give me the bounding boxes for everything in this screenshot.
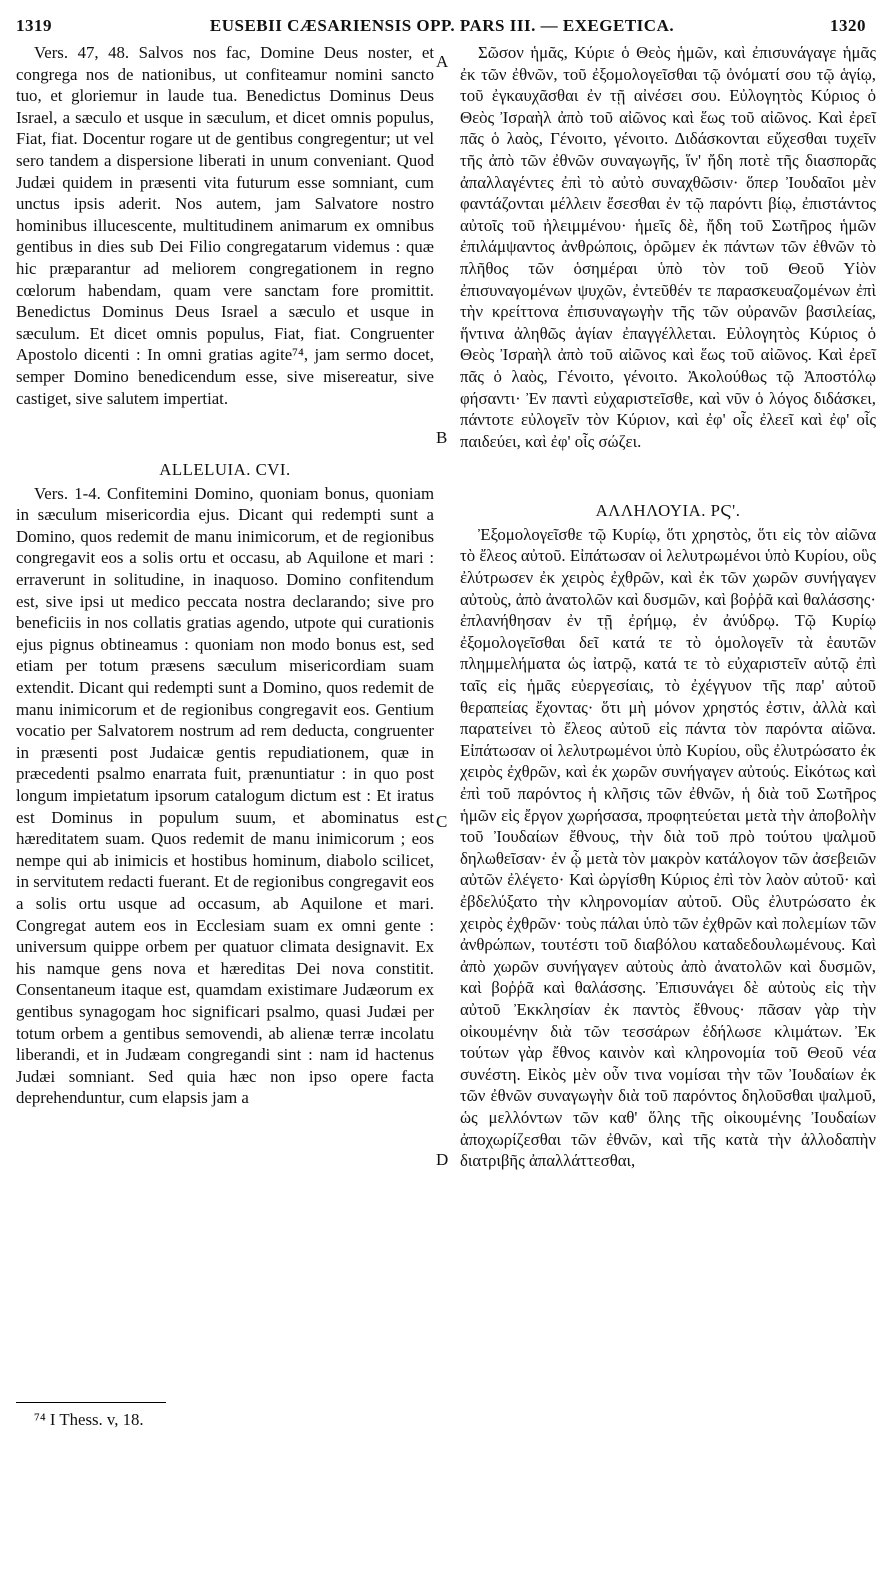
footnote-rule [16, 1402, 166, 1403]
latin-column [16, 42, 434, 1109]
margin-marker-a: A [436, 52, 449, 71]
page-number-right: 1320 [830, 16, 866, 35]
margin-marker-d: D [436, 1150, 449, 1169]
margin-marker-b: B [436, 428, 448, 447]
running-title: EUSEBII CÆSARIENSIS OPP. PARS III. — EXEGETICA. [209, 16, 675, 35]
latin-section-heading: ALLELUIA. CVI. [159, 460, 291, 480]
greek-column [460, 42, 876, 1172]
greek-paragraph-1: Σῶσον ἡμᾶς, Κύριε ὁ Θεὸς ἡμῶν, καὶ ἐπισυνάγαγε ἡμᾶς ἐκ τῶν ἐθνῶν, τοῦ ἐξομολογεῖσθαι τῷ ὀνόματί σου τῷ ἁγίῳ, τοῦ ἐγκαυχᾶσθαι ἐν τῇ αἰνέσει σου. Εὐλογητὸς Κύριος ὁ Θεὸς Ἰσραὴλ ἀπὸ τοῦ αἰῶνος καὶ ἕως τοῦ αἰῶνος. Καὶ ἐρεῖ πᾶς ὁ λαὸς, Γένοιτο, γένοιτο. Διδάσκονται εὔχεσθαι τυχεῖν τῆς ἀπὸ τῶν ἐθνῶν συναγωγῆς, ἵν' ἤδη ποτὲ τῆς διασπορᾶς ἀπαλλαγέντες ἐπὶ τὸ αὐτὸ συναχθῶσιν· ὅπερ Ἰουδαῖοι μὲν φαντάζονται μέλλειν ἔσεσθαι ἐν τῷ παρόντι βίῳ, ἐπιστάντος αὐτοῖς τοῦ ἠλειμμένου· ἡμεῖς δὲ, ἤδη τοῦ Σωτῆρος ἡμῶν ἐπιλάμψαντος ἀνθρώποις, ὁρῶμεν ἐκ πάντων τῶν ἐθνῶν τὸ πλῆθος τῶν ὁσημέραι ὑπὸ τὸν τοῦ Θεοῦ Υἱὸν ἐπισυναγομένων ψυχῶν, ἐντεῦθέν τε παρασκευαζομένων ἐπὶ τὴν κρείττονα ἐπισυναγωγὴν τῆς τῶν οὐρανῶν βασιλείας, ἥντινα ἀληθῶς ἁγίαν ἐπαγγέλλεται. Εὐλογητὸς Κύριος ὁ Θεὸς Ἰσραὴλ ἀπὸ τοῦ αἰῶνος καὶ ἕως τοῦ αἰῶνος. Καὶ ἐρεῖ πᾶς ὁ λαὸς, Γένοιτο, γένοιτο. Ἀκολούθως τῷ Ἀποστόλῳ φήσαντι· Ἐν παντὶ εὐχαριστεῖσθε, καὶ νῦν ὁ λόγος διδάσκει, πάντοτε εὐλογεῖν τὸν Κύριον, καὶ ἐφ' οἷς ἐλεεῖ καὶ ἐφ' οἷς παιδεύει, καὶ ἐφ' οἷς σώζει. [460, 43, 876, 451]
margin-marker-c: C [436, 812, 448, 831]
greek-paragraph-2: Ἐξομολογεῖσθε τῷ Κυρίῳ, ὅτι χρηστὸς, ὅτι εἰς τὸν αἰῶνα τὸ ἔλεος αὐτοῦ. Εἰπάτωσαν οἱ λελυτρωμένοι ὑπὸ Κυρίου, οὓς ἐλύτρωσεν ἐκ χειρὸς ἐχθρῶν, καὶ ἐκ τῶν χωρῶν συνήγαγεν αὐτοὺς, ἀπὸ ἀνατολῶν καὶ δυσμῶν, καὶ βοῤῥᾶ καὶ θαλάσσης· ἐπλανήθησαν ἐν τῇ ἐρήμῳ, ἐν ἀνύδρῳ. Τῷ Κυρίῳ ἐξομολογεῖσθαι δεῖ κατά τε τὸ ὁμολογεῖν τὰ ἑαυτῶν πλημμελήματα ὡς ἰατρῷ, κατά τε τὸ εὐχαριστεῖν αὐτῷ ἐπὶ ταῖς εἰς ἡμᾶς εὐεργεσίαις, τὸ ἐχέγγυον τῆς παρ' αὐτοῦ θεραπείας ἔχοντας· ὅτι μὴ μόνον χρηστός ἐστιν, ἀλλὰ καὶ παρατείνει τὸ ἔλεος αὐτοῦ εἰς πάντα τὸν παρόντα αἰῶνα. Εἰπάτωσαν οἱ λελυτρωμένοι ὑπὸ Κυρίου, οὓς ἐλυτρώσατο ἐκ χειρὸς ἐχθρῶν, καὶ ἐκ χωρῶν συνήγαγεν αὐτούς. Εἰκότως καὶ ἐπὶ τοῦ παρόντος ἡ κλῆσις τῶν ἐθνῶν, ἡ διὰ τοῦ Σωτῆρος ἡμῶν εἰς ἔργον χωρήσασα, προφητεύεται μετὰ τὴν ἀποβολὴν τοῦ Ἰουδαίων ἔθνους, τὴν διὰ τοῦ πρὸ τούτου ψαλμοῦ δηλωθεῖσαν· ἐν ᾧ μετὰ τὸν μακρὸν κατάλογον τῶν ἀσεβειῶν αὐτῶν ἐλέγετο· Καὶ ὠργίσθη Κύριος ἐπὶ τὸν λαὸν αὐτοῦ· καὶ ἐβδελύξατο τὴν κληρονομίαν αὐτοῦ. Οὓς ἐλυτρώσατο ἐκ χειρὸς ἐχθρῶν· τοὺς πάλαι ὑπὸ τῶν ἐχθρῶν καὶ πολεμίων τῶν ἀνθρώπων, τουτέστι τοῦ διαβόλου καταδεδουλωμένους. Καὶ ἀπὸ χωρῶν συνήγαγεν αὐτοὺς ἀπὸ ἀνατολῶν καὶ δυσμῶν, καὶ βοῤῥᾶ καὶ θαλάσσης. Ἐπισυνάγει δὲ αὐτοὺς εἰς τὴν αὐτοῦ Ἐκκλησίαν ἐκ παντὸς ἔθνους· πᾶσαν γὰρ τὴν οἰκουμένην διὰ τῶν τεσσάρων ἐδήλωσε κλιμάτων. Ἐκ τούτων γὰρ ἔθνος καινὸν καὶ κληρονομία τοῦ Θεοῦ νέα συνέστη. Εἰκὸς μὲν οὖν τινα νομίσαι τὴν τῶν Ἰουδαίων ἐκ τῶν ἐθνῶν συναγωγὴν διὰ τοῦ παρόντος δηλοῦσθαι ψαλμοῦ, ὡς μελλόντων τῶν καθ' ὅλης τῆς οἰκουμένης Ἰουδαίων ἀποχωρίζεσθαι τῶν ἐθνῶν, καὶ τῆς κατὰ τὴν ἀλλοδαπὴν διατριβῆς ἀπαλλάττεσθαι, [460, 524, 876, 1171]
latin-paragraph-2: Vers. 1-4. Confitemini Domino, quoniam bonus, quoniam in sæculum misericordia ejus. Dicant qui redempti sunt a Domino, quos redemit de manu inimicorum, et de regionibus congregavit eos a solis ortu et occasu, ab Aquilone et mari : erraverunt in solitudine, in inaquoso. Domino confitendum est, sive ipsi ut medico peccata nostra declarando; sive pro beneficiis in nos collatis gratias agendo, utpote qui curationis ejus pignus obtineamus : quoniam non modo bonus est, sed etiam per totum præsens sæculum misericordiam suam extendit. Dicant qui redempti sunt a Domino, quos redemit de manu inimicorum et de regionibus congregavit eos. Gentium vocatio per Salvatorem nostrum ad rem deducta, congruenter in præsenti post Judaicæ gentis repudiationem, quæ in præcedenti psalmo enarrata fuit, prænuntiatur : in quo post longum impietatum ipsorum catalogum dictum est : Et iratus est Dominus in populum suum, et abominatus est hæreditatem suam. Quos redemit de manu inimicorum ; eos nempe qui ab inimicis et hostibus hominum, diabolo scilicet, in servitutem redacti fuerant. Et de regionibus congregavit eos a solis ortu usque ad occasum, ab Aquilone et mari. Congregat autem eos in Ecclesiam suam ex omni gente : universum quippe orbem per quatuor climata designavit. Ex his namque gens nova et hæreditas Dei nova constitit. Consentaneum itaque est, quamdam existimare Judæorum ex gentibus synagogam hoc significari psalmo, quasi Judæi per totum orbem a gentibus semovendi, ab alienæ terræ incolatu liberandi, et in Judæam congregandi sint : nam id hactenus Judæi somniant. Sed quia hæc non ipso opere facta deprehenduntur, cum elapsis jam a [16, 483, 434, 1108]
page-number-left: 1319 [16, 16, 52, 35]
latin-paragraph-1: Vers. 47, 48. Salvos nos fac, Domine Deus noster, et congrega nos de nationibus, ut confiteamur nomini sancto tuo, et gloriemur in laude tua. Benedictus Dominus Deus Israel, a sæculo et usque in sæculum, et dicet omnis populus, Fiat, fiat. Docentur rogare ut de gentibus congregentur; ut vel sero tandem a dispersione liberati in unum conveniant. Quod Judæi quidem in præsenti vita futurum esse somniant, cum unctus ipsis aderit. Nos autem, jam Salvatore nostro hominibus illucescente, multitudinem animarum ex omnibus gentibus in dies sub Dei Filio congregatarum videmus : quæ hic præparantur ad meliorem congregationem in regno cœlorum habendam, quam vere sanctam fore promittit. Benedictus Dominus Deus Israel a sæculo et usque in sæculum. Et dicet omnis populus, Fiat, fiat. Congruenter Apostolo dicenti : In omni gratias agite⁷⁴, jam sermo docet, semper Domino benedicendum esse, sive misereatur, sive castiget, sive salutem impertiat. [16, 43, 434, 408]
footnote: ⁷⁴ I Thess. v, 18. [34, 1410, 144, 1429]
greek-section-heading: ΑΛΛΗΛΟΥΙΑ. ΡϚ'. [595, 501, 741, 521]
page-header [12, 12, 872, 38]
